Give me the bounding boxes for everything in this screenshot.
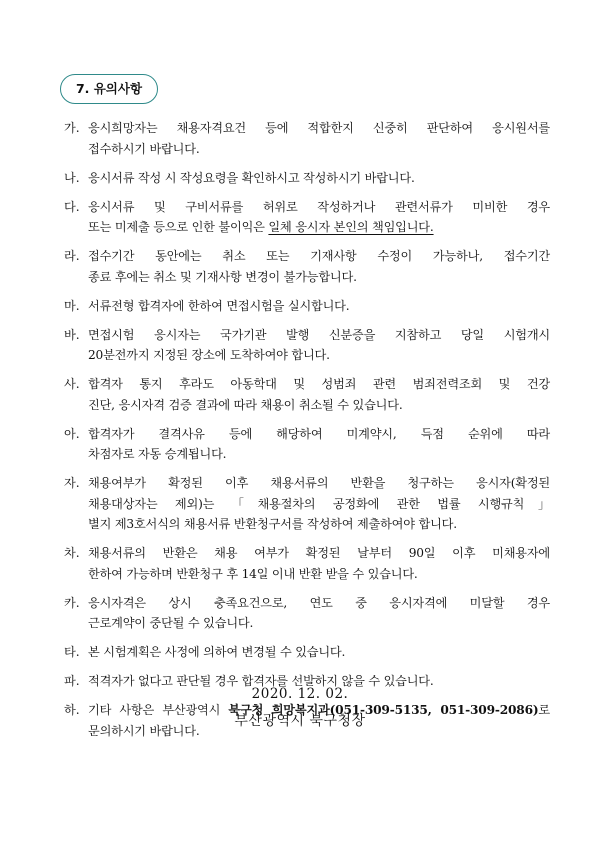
item-marker: 가. [64,121,80,135]
item-marker: 자. [64,476,80,490]
item-text: 응시서류 및 구비서류를 허위로 작성하거나 관련서류가 미비한 경우 [88,199,550,214]
item-text: 면접시험 응시자는 국가기관 발행 신분증을 지참하고 당일 시험개시 [88,327,550,342]
item-text: 20분전까지 지정된 장소에 도착하여야 합니다. [88,348,330,362]
list-item [64,374,550,415]
item-marker: 바. [64,327,80,342]
issuer-name: 부산광역시 북구청장 [234,713,366,729]
item-marker: 라. [64,249,80,263]
list-item [64,473,550,535]
item-marker: 하. [64,703,80,717]
item-text: 본 시험계획은 사정에 의하여 변경될 수 있습니다. [88,645,346,659]
list-item [64,424,550,465]
issue-date: 2020. 12. 02. [251,686,349,702]
section-title-badge: 7. 유의사항 [60,74,158,104]
item-text: 문의하시기 바랍니다. [88,723,200,738]
item-text: 합격자가 결격사유 등에 해당하여 미계약시, 득점 순위에 따라 [88,426,550,441]
item-marker: 아. [64,426,80,441]
item-text: 진단, 응시자격 검증 결과에 따라 채용이 취소될 수 있습니다. [88,397,403,412]
item-text: 서류전형 합격자에 한하여 면접시험을 실시합니다. [88,298,350,313]
item-text: 합격자 통지 후라도 아동학대 및 성범죄 관련 범죄전력조회 및 건강 [88,377,550,391]
list-item [64,246,550,287]
list-item [64,543,550,584]
item-text-line [88,217,550,238]
item-text: 또는 미제출 등으로 인한 불이익은 [88,220,269,234]
list-item [64,325,550,366]
item-marker: 다. [64,199,80,214]
list-item [64,296,550,317]
item-marker: 사. [64,377,80,391]
item-text: 종료 후에는 취소 및 기재사항 변경이 불가능합니다. [88,269,357,284]
item-marker: 타. [64,645,80,659]
notice-list [64,118,550,750]
item-text: 한하여 가능하며 반환청구 후 14일 이내 반환 받을 수 있습니다. [88,566,418,581]
list-item [64,118,550,159]
underlined-text: 일체 응시자 본인의 책임입니다. [268,220,434,234]
item-marker: 나. [64,170,80,185]
item-text: 채용대상자는 제외)는 「채용절차의 공정화에 관한 법률 시행규칙」 [88,496,550,511]
item-text: 차점자로 자동 승계됩니다. [88,447,227,461]
list-item [64,197,550,238]
item-text: 응시자격은 상시 충족요건으로, 연도 중 응시자격에 미달할 경우 [88,595,550,610]
item-text: 응시희망자는 채용자격요건 등에 적합한지 신중히 판단하여 응시원서를 [88,121,550,135]
list-item [64,593,550,634]
item-text: 로 [538,703,550,717]
list-item [64,168,550,189]
item-marker: 카. [64,595,80,610]
item-text: 채용서류의 반환은 채용 여부가 확정된 날부터 90일 이후 미채용자에 [88,546,550,560]
item-text: 응시서류 작성 시 작성요령을 확인하시고 작성하시기 바랍니다. [88,170,415,185]
item-text: 근로계약이 중단될 수 있습니다. [88,616,254,630]
item-marker: 파. [64,674,80,688]
item-text: 별지 제3호서식의 채용서류 반환청구서를 작성하여 제출하여야 합니다. [88,517,457,531]
item-text: 기타 사항은 부산광역시 [88,703,229,717]
list-item [64,642,550,663]
item-marker: 차. [64,546,80,560]
item-text: 접수하시기 바랍니다. [88,141,200,156]
item-text: 채용여부가 확정된 이후 채용서류의 반환을 청구하는 응시자(확정된 [88,476,550,490]
item-text: 접수기간 동안에는 취소 또는 기재사항 수정이 가능하나, 접수기간 [88,249,550,263]
contact-info: 북구청 희망복지과(051-309-5135, 051-309-2086) [228,703,539,717]
item-marker: 마. [64,298,80,313]
item-text: 적격자가 없다고 판단될 경우 합격자를 선발하지 않을 수 있습니다. [88,674,434,688]
